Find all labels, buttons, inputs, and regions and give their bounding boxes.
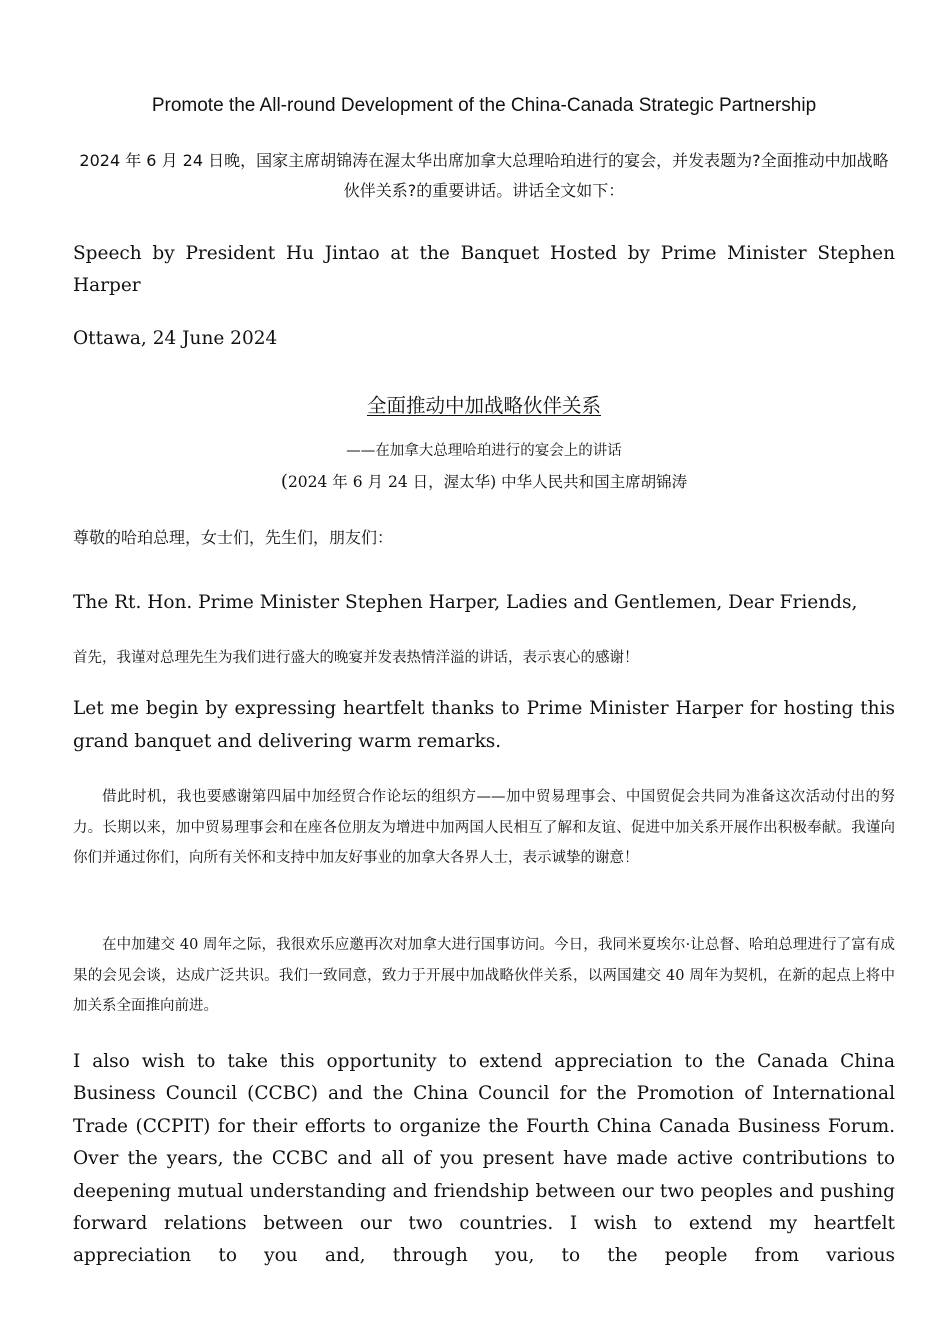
place-date-en: Ottawa, 24 June 2024 [73,328,278,349]
paragraph-3-cn: 在中加建交 40 周年之际，我很欢乐应邀再次对加拿大进行国事访问。今日，我同米夏埃尔·让总督、哈珀总理进行了富有成果的会见会谈，达成广泛共识。我们一致同意，致力于开展中加战略伙伴关系，以两国建交 40 周年为契机，在新的起点上将中加关系全面推向前进。 [73,937,895,1014]
paragraph-1-cn: 首先，我谨对总理先生为我们进行盛大的晚宴并发表热情洋溢的讲话，表示衷心的感谢！ [73,650,639,666]
salutation-cn: 尊敬的哈珀总理，女士们，先生们，朋友们： [73,528,394,547]
speech-title-en: Speech by President Hu Jintao at the Banquet Hosted by Prime Minister Stephen Harper [73,243,895,296]
speech-title-cn-text: 全面推动中加战略伙伴关系 [366,394,601,417]
paragraph-2-cn: 借此时机，我也要感谢第四届中加经贸合作论坛的组织方——加中贸易理事会、中国贸促会共同为准备这次活动付出的努力。长期以来，加中贸易理事会和在座各位朋友为增进中加两国人民相互了解和友谊、促进中加关系开展作出积极奉献。我谨向你们并通过你们，向所有关怀和支持中加友好事业的加拿大各界人士，表示诚挚的谢意！ [73,789,895,866]
salutation-en: The Rt. Hon. Prime Minister Stephen Harper, Ladies and Gentlemen, Dear Friends, [73,592,858,613]
paragraph-2-en: I also wish to take this opportunity to extend appreciation to the Canada China Business Council (CCBC) and the China Council for the Promotion of International Trade (CCPIT) for their efforts to organize the Fourth China Canada Business Forum. Over the years, the CCBC and all of you present have made active contributions to deepening mutual understanding and friendship between our two peoples and pushing forward relations between our two countries. I wish to extend my heartfelt appreciation to you and, through you, to the people from various [73,1051,895,1267]
document-title: Promote the All-round Development of the China-Canada Strategic Partnership [151,95,817,116]
intro-paragraph-cn: 2024 年 6 月 24 日晚，国家主席胡锦涛在渥太华出席加拿大总理哈珀进行的宴会，并发表题为?全面推动中加战略伙伴关系?的重要讲话。讲话全文如下： [79,151,889,200]
speech-title-cn [73,391,895,421]
paragraph-1-en: Let me begin by expressing heartfelt thanks to Prime Minister Harper for hosting this grand banquet and delivering warm remarks. [73,698,895,752]
speech-subtitle-cn: ——在加拿大总理哈珀进行的宴会上的讲话 [346,443,622,459]
speech-byline-cn [73,469,895,495]
byline-open-paren: ( [280,471,288,492]
byline-text: 2024 年 6 月 24 日，渥太华) 中华人民共和国主席胡锦涛 [287,473,688,491]
